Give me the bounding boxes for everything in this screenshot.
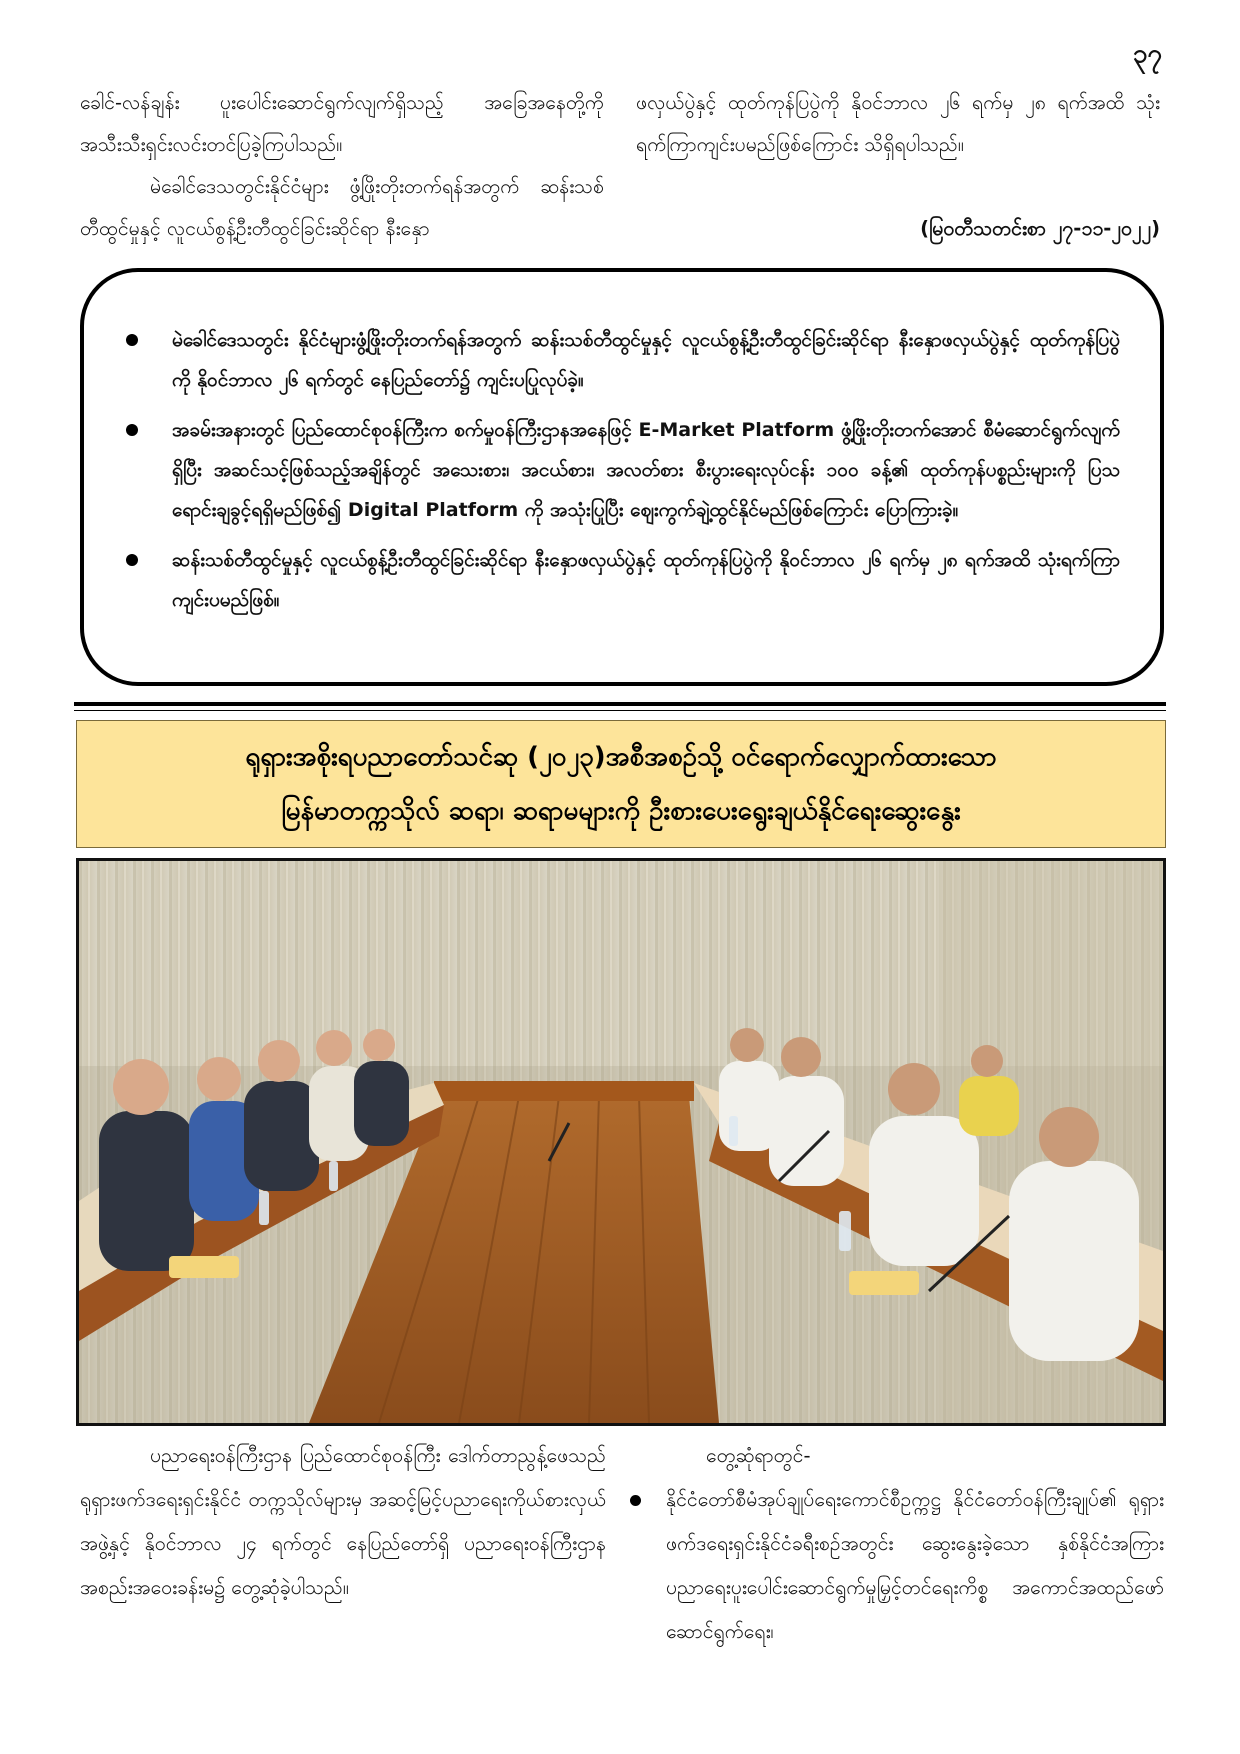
summary-bullet [120,410,1120,530]
bullet-icon [126,424,138,436]
bullet-icon [126,554,138,566]
page-number: ၃၇ [1132,39,1162,69]
top-article-paragraph: ဖလှယ်ပွဲနှင့် ထုတ်ကုန်ပြပွဲကို နိုဝင်ဘာလ ၂၆ ရက်မှ ၂၈ ရက်အထိ သုံးရက်ကြာကျင်းပမည်ဖြစ်ကြောင်း သိရှိရပါသည်။ [636,91,1160,156]
bottom-article-bullet [636,1478,1164,1654]
section-divider-thin [74,710,1166,711]
bottom-article-intro: တွေ့ဆုံရာတွင်- [706,1444,811,1467]
summary-bullet [120,540,1120,620]
bottom-article-bullet-text: နိုင်ငံတော်စီမံအုပ်ချုပ်ရေးကောင်စီဥက္ကဋ္ဌ နိုင်ငံတော်ဝန်ကြီးချုပ်၏ ရုရှားဖက်ဒရေးရှင်းနိုင်ငံခရီးစဉ်အတွင်း ဆွေးနွေးခဲ့သော နှစ်နိုင်ငံအကြား ပညာရေးပူးပေါင်းဆောင်ရွက်မှုမြှင့်တင်ရေးကိစ္စ အကောင်အထည်ဖော်ဆောင်ရွက်ရေး၊ [666,1488,1164,1643]
summary-box [80,268,1164,686]
news-source-citation: (မြဝတီသတင်းစာ ၂၇-၁၁-၂၀၂၂) [920,217,1160,240]
summary-bullet-text: မဲခေါင်ဒေသတွင်း နိုင်ငံများဖွံ့ဖြိုးတိုးတက်ရန်အတွက် ဆန်းသစ်တီထွင်မှုနှင့် လူငယ်စွန့်ဦးတီထွင်ခြင်းဆိုင်ရာ နီးနှောဖလှယ်ပွဲနှင့် ထုတ်ကုန်ပြပွဲကို နိုဝင်ဘာလ ၂၆ ရက်တွင် နေပြည်တော်၌ ကျင်းပပြုလုပ်ခဲ့။ [172,329,1120,391]
headline-line: မြန်မာတက္ကသိုလ် ဆရာ၊ ဆရာမများကို ဦးစားပေးရွေးချယ်နိုင်ရေးဆွေးနွေး [281,796,961,826]
summary-list [120,320,1120,620]
article-headline [76,720,1166,848]
headline-line: ရုရှားအစိုးရပညာတော်သင်ဆု (၂၀၂၃)အစီအစဉ်သို့ ဝင်ရောက်လျှောက်ထားသော [245,742,997,772]
summary-bullet [120,320,1120,400]
top-article-right-column [636,82,1160,250]
summary-bullet-text: ဆန်းသစ်တီထွင်မှုနှင့် လူငယ်စွန့်ဦးတီထွင်ခြင်းဆိုင်ရာ နီးနှောဖလှယ်ပွဲနှင့် ထုတ်ကုန်ပြပွဲကို နိုဝင်ဘာလ ၂၆ ရက်မှ ၂၈ ရက်အထိ သုံးရက်ကြာ ကျင်းပမည်ဖြစ်။ [172,549,1120,611]
top-article-paragraph: မဲခေါင်ဒေသတွင်းနိုင်ငံများ ဖွံ့ဖြိုးတိုးတက်ရန်အတွက် ဆန်းသစ်တီထွင်မှုနှင့် လူငယ်စွန့်ဦးတီထွင်ခြင်းဆိုင်ရာ နီးနှော [80,175,604,240]
bottom-article-left-column [80,1434,606,1610]
bullet-icon [630,1495,641,1506]
meeting-photo-icon [79,861,1163,1423]
meeting-photo [76,858,1166,1426]
section-divider [74,702,1166,706]
top-article-paragraph: ခေါင်-လန်ချန်း ပူးပေါင်းဆောင်ရွက်လျက်ရှိသည့် အခြေအနေတို့ကို အသီးသီးရှင်းလင်းတင်ပြခဲ့ကြပါသည်။ [80,91,604,156]
summary-bullet-text: အခမ်းအနားတွင် ပြည်ထောင်စုဝန်ကြီးက စက်မှုဝန်ကြီးဌာနအနေဖြင့် E-Market Platform ဖွံ့ဖြိုးတိုးတက်အောင် စီမံဆောင်ရွက်လျက်ရှိပြီး အဆင်သင့်ဖြစ်သည့်အချိန်တွင် အသေးစား၊ အငယ်စား၊ အလတ်စား စီးပွားရေးလုပ်ငန်း ၁၀၀ ခန့်၏ ထုတ်ကုန်ပစ္စည်းများကို ပြသရောင်းချခွင့်ရရှိမည်ဖြစ်၍ Digital Platform ကို အသုံးပြုပြီး ဈေးကွက်ချဲ့ထွင်နိုင်မည်ဖြစ်ကြောင်း ပြောကြားခဲ့။ [172,419,1120,521]
top-article-left-column [80,82,604,250]
bottom-article-list [636,1478,1164,1654]
bottom-article-right-column [636,1434,1164,1654]
bullet-icon [126,334,138,346]
bottom-article-paragraph: ပညာရေးဝန်ကြီးဌာန ပြည်ထောင်စုဝန်ကြီး ဒေါက်တာညွန့်ဖေသည် ရုရှားဖက်ဒရေးရှင်းနိုင်ငံ တက္ကသိုလ်များမှ အဆင့်မြင့်ပညာရေးကိုယ်စားလှယ်အဖွဲ့နှင့် နိုဝင်ဘာလ ၂၄ ရက်တွင် နေပြည်တော်ရှိ ပညာရေးဝန်ကြီးဌာန အစည်းအဝေးခန်းမ၌ တွေ့ဆုံခဲ့ပါသည်။ [80,1444,606,1599]
